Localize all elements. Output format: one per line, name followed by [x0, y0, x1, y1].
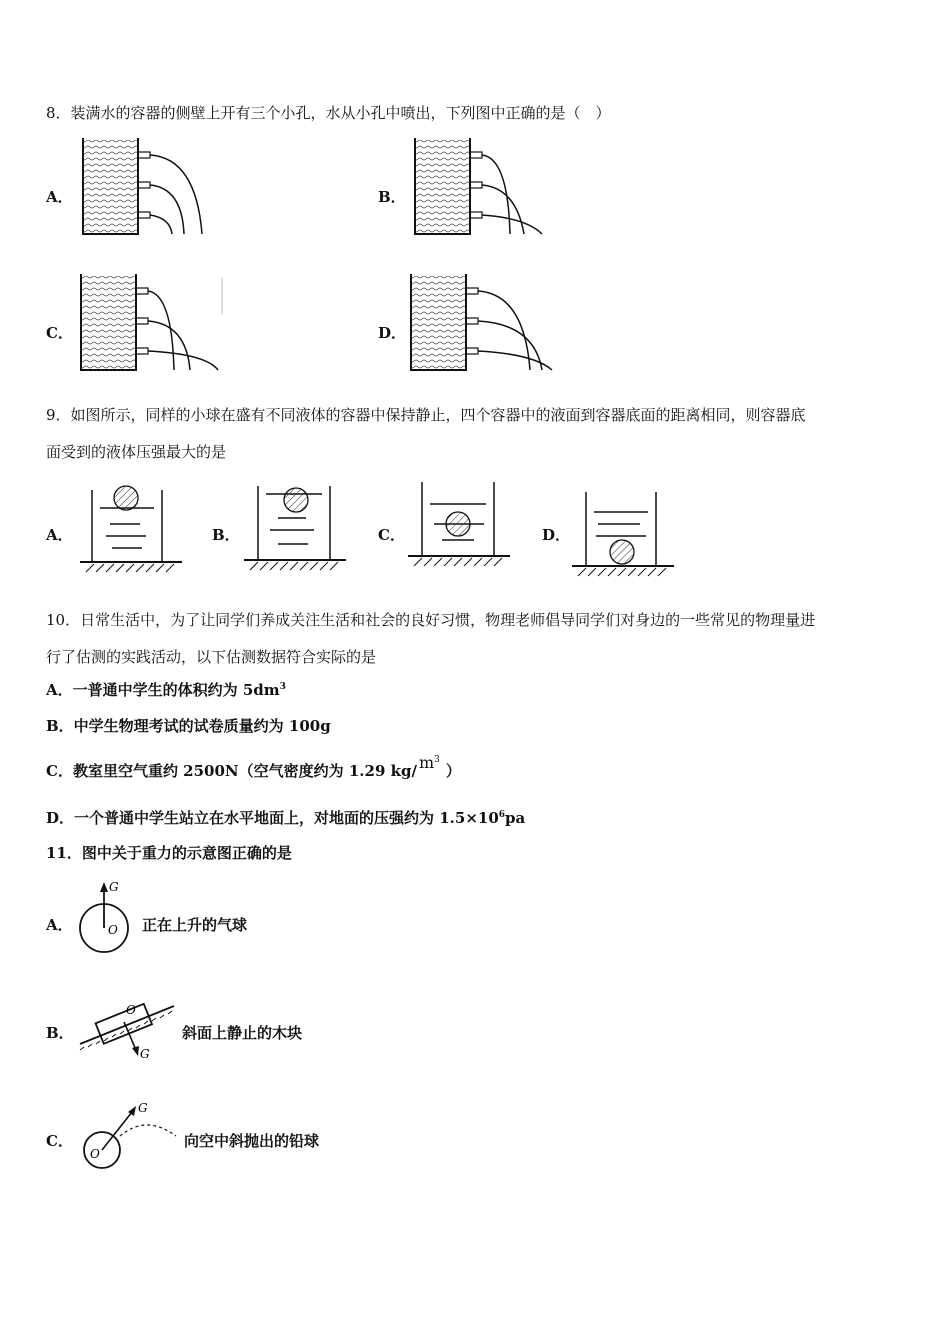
q9-figure-a — [80, 482, 182, 576]
q10-option-c-text: C．教室里空气重约 2500N（空气密度约为 1.29 kg/ — [46, 762, 417, 780]
q10-stem-line1: 10．日常生活中，为了让同学们养成关注生活和社会的良好习惯，物理老师倡导同学们对身边的一些常见的物理量进 — [46, 611, 816, 629]
q10-option-d-end: pa — [505, 809, 526, 827]
q11-c-label-o: O — [90, 1147, 100, 1161]
q9-option-a[interactable]: A． — [46, 526, 73, 544]
q8-figure-c — [76, 274, 226, 374]
q10-stem-line2: 行了估测的实践活动，以下估测数据符合实际的是 — [46, 648, 377, 666]
q8-option-a[interactable]: A． — [46, 188, 73, 206]
q9-figure-d — [572, 488, 674, 582]
q11-option-a[interactable]: A． — [46, 916, 73, 934]
q11-option-b-caption: 斜面上静止的木块 — [182, 1024, 303, 1042]
q8-stem: 8．装满水的容器的侧壁上开有三个小孔，水从小孔中喷出，下列图中正确的是（ ） — [46, 104, 611, 122]
q10-option-a-text: A．一普通中学生的体积约为 5dm — [46, 681, 280, 699]
q11-a-label-o: O — [108, 923, 118, 937]
q10-option-c[interactable] — [46, 753, 461, 782]
q11-b-label-g: G — [140, 1047, 150, 1061]
q8-figure-d — [406, 274, 556, 374]
q11-b-label-o: O — [126, 1003, 136, 1017]
q10-option-b[interactable]: B．中学生物理考试的试卷质量约为 100g — [46, 717, 331, 735]
q10-option-d[interactable] — [46, 807, 525, 829]
q10-option-a[interactable] — [46, 679, 286, 701]
q8-option-c[interactable]: C． — [46, 324, 73, 342]
q8-option-b[interactable]: B． — [378, 188, 406, 206]
q10-option-a-sup: 3 — [279, 682, 286, 692]
q11-option-b[interactable]: B． — [46, 1024, 74, 1042]
q10-option-d-text: D．一个普通中学生站立在水平地面上，对地面的压强约为 1.5×10 — [46, 809, 499, 827]
q11-option-a-caption: 正在上升的气球 — [142, 916, 248, 934]
q11-option-c-caption: 向空中斜抛出的铅球 — [184, 1132, 320, 1150]
q10-option-d-sup: 6 — [498, 810, 506, 820]
q9-option-c[interactable]: C． — [378, 526, 405, 544]
q9-option-b[interactable]: B． — [212, 526, 240, 544]
q11-option-c[interactable]: C． — [46, 1132, 73, 1150]
q9-stem-line2: 面受到的液体压强最大的是 — [46, 443, 227, 461]
q9-figure-c — [408, 480, 510, 574]
q8-figure-b — [410, 138, 550, 238]
q9-figure-b — [244, 482, 346, 576]
q9-stem-line1: 9．如图所示，同样的小球在盛有不同液体的容器中保持静止，四个容器中的液面到容器底面的距离相同，则容器底 — [46, 406, 806, 424]
q11-figure-a — [76, 876, 136, 960]
q11-stem: 11．图中关于重力的示意图正确的是 — [46, 844, 292, 862]
q10-option-c-unit: m — [418, 753, 435, 772]
q8-figure-a — [78, 138, 208, 238]
q11-figure-c — [80, 1098, 180, 1174]
q8-option-d[interactable]: D． — [378, 324, 407, 342]
q10-option-c-end: ） — [445, 762, 461, 780]
q11-figure-b — [78, 990, 178, 1066]
q11-a-label-g: G — [109, 880, 119, 894]
q11-c-label-g: G — [138, 1101, 148, 1115]
q9-option-d[interactable]: D． — [542, 526, 571, 544]
q10-option-c-sup: 3 — [434, 755, 440, 765]
